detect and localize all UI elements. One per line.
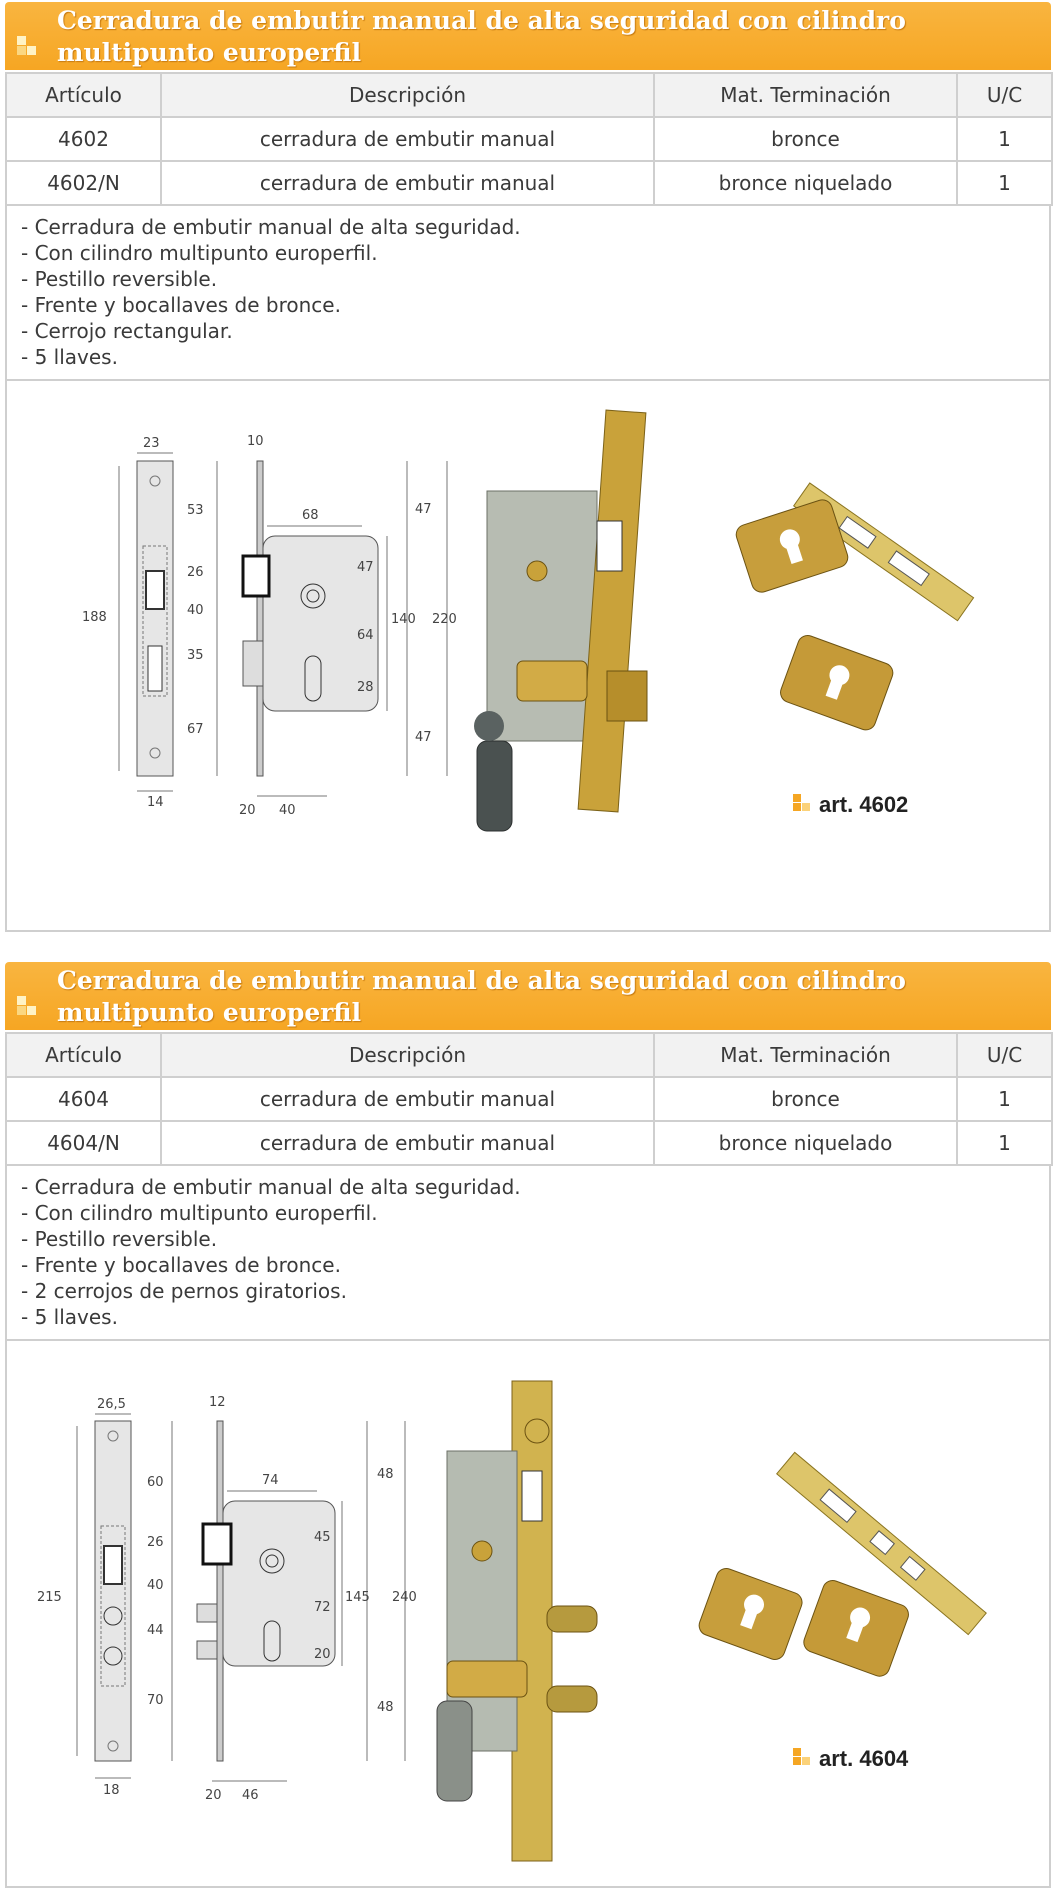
col-header-terminacion: Mat. Terminación — [654, 73, 957, 117]
dim-total: 220 — [432, 612, 457, 627]
dim-d2: 26 — [147, 1535, 164, 1550]
cell-descripcion: cerradura de embutir manual — [161, 1077, 654, 1121]
table-row — [6, 1077, 1052, 1121]
col-header-terminacion: Mat. Terminación — [654, 1033, 957, 1077]
feature-item: - Con cilindro multipunto europerfil. — [21, 241, 378, 265]
feature-item: - Cerrojo rectangular. — [21, 319, 233, 343]
dim-plate: 12 — [209, 1395, 226, 1410]
cell-uc: 1 — [957, 1077, 1052, 1121]
feature-item: - Pestillo reversible. — [21, 1227, 218, 1251]
cell-terminacion: bronce niquelado — [654, 161, 957, 205]
cell-uc: 1 — [957, 1121, 1052, 1165]
dim-b2: 40 — [279, 803, 296, 818]
table-header-row — [6, 73, 1052, 117]
cell-terminacion: bronce niquelado — [654, 1121, 957, 1165]
product-title: Cerradura de embutir manual de alta seguridad con cilindro multipunto europerfil — [57, 6, 906, 67]
article-label-text: art. 4602 — [819, 792, 909, 817]
cell-uc: 1 — [957, 117, 1052, 161]
dim-plate: 10 — [247, 434, 264, 449]
product-block-4602 — [5, 2, 1051, 932]
cell-descripcion: cerradura de embutir manual — [161, 161, 654, 205]
dim-h1: 48 — [377, 1467, 394, 1482]
product-header — [5, 962, 1051, 1030]
dim-d4: 44 — [147, 1623, 164, 1638]
product-title: Cerradura de embutir manual de alta seguridad con cilindro multipunto europerfil — [57, 966, 906, 1027]
header-bullet-icon-part — [27, 46, 36, 55]
cell-articulo: 4604/N — [6, 1121, 161, 1165]
dim-h5: 48 — [377, 1700, 394, 1715]
label-bullet-icon — [793, 1748, 801, 1756]
product-figure — [5, 1341, 1051, 1888]
dim-height-total: 215 — [37, 1590, 62, 1605]
cell-terminacion: bronce — [654, 117, 957, 161]
article-label — [819, 792, 908, 818]
dim-b1: 20 — [205, 1788, 222, 1803]
dim-d3: 40 — [147, 1578, 164, 1593]
feature-item: - Frente y bocallaves de bronce. — [21, 293, 341, 317]
spec-table — [5, 1032, 1053, 1166]
article-label — [819, 1746, 908, 1772]
dim-backset: 74 — [262, 1473, 279, 1488]
header-bullet-icon-part — [17, 46, 26, 55]
cell-descripcion: cerradura de embutir manual — [161, 117, 654, 161]
cell-terminacion: bronce — [654, 1077, 957, 1121]
col-header-uc: U/C — [957, 73, 1052, 117]
label-bullet-icon-part — [802, 803, 810, 811]
header-bullet-icon-part — [17, 1006, 26, 1015]
table-row — [6, 117, 1052, 161]
strike-plate-photo — [732, 451, 982, 751]
feature-list — [5, 1164, 1051, 1341]
product-block-4604 — [5, 962, 1051, 1888]
cell-articulo: 4602/N — [6, 161, 161, 205]
dim-backset: 68 — [302, 508, 319, 523]
strike-plate-photo — [697, 1401, 997, 1731]
cell-articulo: 4602 — [6, 117, 161, 161]
col-header-descripcion: Descripción — [161, 1033, 654, 1077]
dim-mid: 140 — [391, 612, 416, 627]
dim-d5: 67 — [187, 722, 204, 737]
feature-item: - Frente y bocallaves de bronce. — [21, 1253, 341, 1277]
col-header-uc: U/C — [957, 1033, 1052, 1077]
header-bullet-icon — [17, 996, 26, 1005]
feature-item: - Cerradura de embutir manual de alta seguridad. — [21, 1175, 521, 1199]
label-bullet-icon-part — [802, 1757, 810, 1765]
col-header-descripcion: Descripción — [161, 73, 654, 117]
dim-h4: 20 — [314, 1647, 331, 1662]
dim-mid: 145 — [345, 1590, 370, 1605]
col-header-articulo: Artículo — [6, 73, 161, 117]
feature-list — [5, 204, 1051, 381]
dim-h1: 47 — [415, 502, 432, 517]
feature-item: - Pestillo reversible. — [21, 267, 218, 291]
dim-h2: 45 — [314, 1530, 331, 1545]
dim-front-width: 23 — [143, 436, 160, 451]
dim-height-total: 188 — [82, 610, 107, 625]
dim-d4: 35 — [187, 648, 204, 663]
technical-drawing — [57, 431, 477, 931]
dim-h2: 47 — [357, 560, 374, 575]
lock-photo — [427, 1361, 687, 1881]
table-header-row — [6, 1033, 1052, 1077]
technical-drawing — [37, 1386, 467, 1886]
dim-h3: 72 — [314, 1600, 331, 1615]
feature-item: - 5 llaves. — [21, 1305, 118, 1329]
dim-b2: 46 — [242, 1788, 259, 1803]
dim-total: 240 — [392, 1590, 417, 1605]
article-label-text: art. 4604 — [819, 1746, 909, 1771]
table-row — [6, 161, 1052, 205]
label-bullet-icon-part — [793, 1757, 801, 1765]
table-row — [6, 1121, 1052, 1165]
cell-uc: 1 — [957, 161, 1052, 205]
lock-photo — [457, 411, 717, 911]
dim-b1: 20 — [239, 803, 256, 818]
dim-d5: 70 — [147, 1693, 164, 1708]
feature-item: - Cerradura de embutir manual de alta seguridad. — [21, 215, 521, 239]
cell-articulo: 4604 — [6, 1077, 161, 1121]
header-bullet-icon — [17, 36, 26, 45]
label-bullet-icon-part — [793, 803, 801, 811]
feature-item: - 5 llaves. — [21, 345, 118, 369]
product-figure — [5, 381, 1051, 932]
dim-h4: 28 — [357, 680, 374, 695]
product-header — [5, 2, 1051, 70]
dim-d3: 40 — [187, 603, 204, 618]
dim-front-width: 26,5 — [97, 1397, 126, 1412]
dim-h5: 47 — [415, 730, 432, 745]
dim-bottom: 18 — [103, 1783, 120, 1798]
header-bullet-icon-part — [27, 1006, 36, 1015]
dim-h3: 64 — [357, 628, 374, 643]
dim-bottom: 14 — [147, 795, 164, 810]
cell-descripcion: cerradura de embutir manual — [161, 1121, 654, 1165]
feature-item: - 2 cerrojos de pernos giratorios. — [21, 1279, 347, 1303]
dim-d1: 60 — [147, 1475, 164, 1490]
col-header-articulo: Artículo — [6, 1033, 161, 1077]
dim-d2: 26 — [187, 565, 204, 580]
label-bullet-icon — [793, 794, 801, 802]
feature-item: - Con cilindro multipunto europerfil. — [21, 1201, 378, 1225]
dim-d1: 53 — [187, 503, 204, 518]
spec-table — [5, 72, 1053, 206]
